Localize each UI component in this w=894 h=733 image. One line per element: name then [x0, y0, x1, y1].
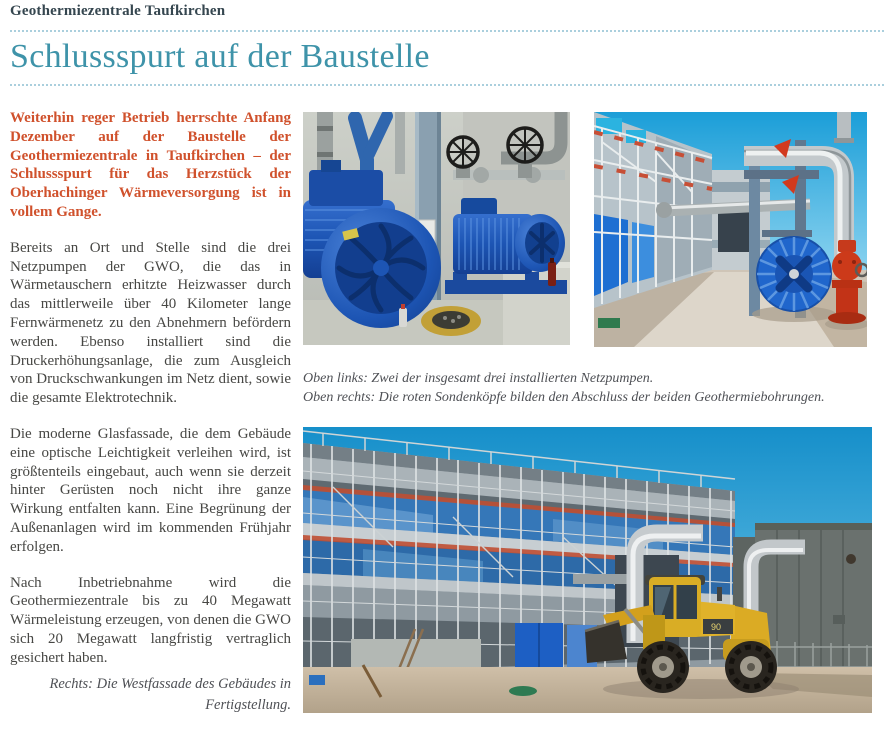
caption-top-right: Oben rechts: Die roten Sondenköpfe bilden den Abschluss der beiden Geothermiebohrungen.	[303, 389, 825, 405]
loader-badge: 90	[711, 622, 722, 632]
photo-captions-block	[303, 370, 884, 407]
lead-paragraph: Weiterhin reger Betrieb herrschte Anfang Dezember auf der Baustelle der Geothermiezentrale in Taufkirchen – der Schlussspurt für das Herzstück der Oberhachinger Wärmeversorgung ist in vollem Gange.	[10, 110, 291, 220]
body-paragraph-3: Nach Inbetriebnahme wird die Geothermiezentrale bis zu 40 Megawatt Wärmeleistung erzeugen, von denen die GWO sich 20 Megawatt langfristig vertraglich gesichert haben.	[10, 574, 291, 666]
article-text-column	[10, 109, 291, 685]
body-paragraph-2: Die moderne Glasfassade, die dem Gebäude eine optische Leichtigkeit verleihen wird, ist größtenteils eingebaut, auch wenn sie derzeit hinter Gerüsten noch nicht ihre ganze Wirkung entfalten kann. Eine Begrünung der Außenanlagen wird im kommenden Frühjahr erfolgen.	[10, 425, 291, 555]
photo-westfassade	[303, 427, 872, 713]
body-paragraph-1: Bereits an Ort und Stelle sind die drei Netzpumpen der GWO, die das in Wärmetauschern erhitzte Heizwasser durch das mittlerweile über 40 Kilometer lange Fernwärmenetz zu den Abnehmern befördern werden. Ebenso installiert sind die Druckerhöhungsanlage, die zum Ausgleich von Druckschwankungen im Netz dient, sowie die gesamte Elektrotechnik.	[10, 239, 291, 407]
side-photo-caption: Rechts: Die Westfassade des Gebäudes in Fertigstellung.	[49, 676, 291, 713]
caption-top-left: Oben links: Zwei der insgesamt drei installierten Netzpumpen.	[303, 371, 654, 386]
kicker-rule	[10, 30, 884, 32]
page-title: Schlussspurt auf der Baustelle	[10, 38, 430, 75]
netzpumpen-illustration	[303, 112, 570, 345]
title-rule	[10, 84, 884, 86]
westfassade-illustration	[303, 427, 872, 713]
photo-sondenkoepfe	[594, 112, 867, 347]
page-kicker: Geothermiezentrale Taufkirchen	[10, 3, 226, 19]
photo-netzpumpen	[303, 112, 570, 345]
sondenkoepfe-illustration	[594, 112, 867, 347]
